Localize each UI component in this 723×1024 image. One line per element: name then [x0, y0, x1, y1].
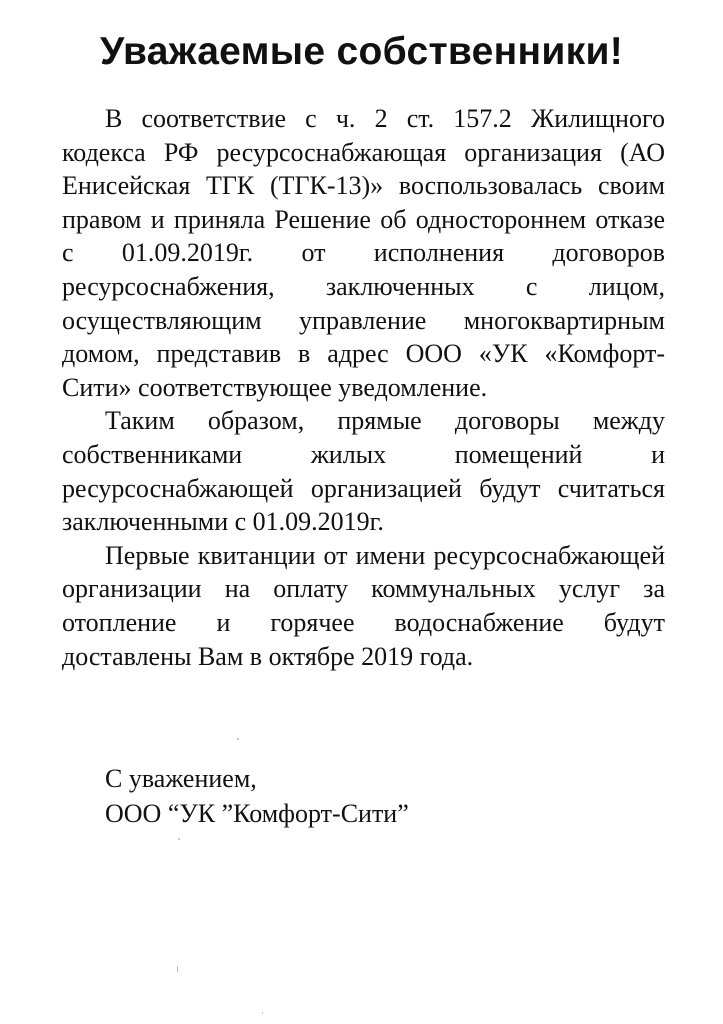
- scan-speck: [237, 738, 239, 740]
- scan-speck: [262, 1012, 263, 1014]
- paragraph-2: Таким образом, прямые договоры между собственниками жилых помещений и ресурсоснабжающей организацией будут считаться заключенными с 01.09.2019г.: [62, 406, 665, 537]
- paragraph-3: Первые квитанции от имени ресурсоснабжающей организации на оплату коммунальных услуг за отопление и горячее водоснабжение будут доставлены Вам в октябре 2019 года.: [62, 540, 665, 671]
- signature-block: [105, 761, 409, 831]
- document-title: Уважаемые собственники!: [99, 30, 624, 73]
- signature-closing: С уважением,: [105, 764, 257, 793]
- signature-company: ООО “УК ”Комфорт-Сити”: [105, 799, 409, 828]
- scan-speck: [177, 966, 178, 972]
- scan-speck: [178, 838, 180, 840]
- document-body: [62, 102, 665, 673]
- paragraph-1: В соответствие с ч. 2 ст. 157.2 Жилищного кодекса РФ ресурсоснабжающая организация (АО Енисейская ТГК (ТГК-13)» воспользовалась своим правом и приняла Решение об одностороннем отказе с 01.09.2019г. от исполнения договоров ресурсоснабжения, заключенных с лицом, осуществляющим управление многоквартирным домом, представив в адрес ООО «УК «Комфорт-Сити» соответствующее уведомление.: [62, 104, 665, 402]
